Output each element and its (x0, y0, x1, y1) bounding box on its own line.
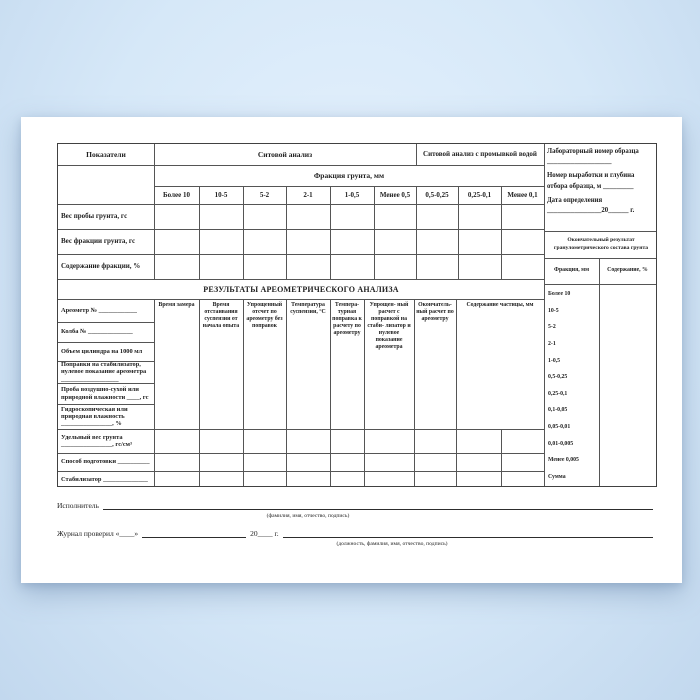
executor-caption: (фамилия, имя, отчество, подпись) (266, 513, 350, 519)
result-content-col-header: Содержание, % (607, 267, 648, 274)
size-col-header: 0,5-0,25 (425, 190, 449, 199)
final-result-header: Окончательный результат гранулометрического состава грунта (553, 237, 649, 251)
grid-line (286, 299, 287, 486)
fraction-item: 0,05-0,01 (548, 424, 571, 430)
checked-year: 20____ г. (250, 528, 279, 538)
result-fraction-col-header: Фракция, мм (553, 267, 590, 274)
sieve-analysis-header: Ситовой анализ (257, 149, 313, 159)
row-label-fraction-content: Содержание фракции, % (61, 262, 141, 271)
areo-col-final-calc: Окончатель- ный расчет по ареометру (416, 302, 454, 323)
size-col-header: 1-0,5 (344, 190, 360, 199)
executor-row (57, 500, 653, 510)
areo-label-stabilizer: Стабилизатор ______________ (61, 475, 148, 483)
size-col-header: Менее 0,1 (507, 190, 538, 199)
fraction-size-header: Фракция грунта, мм (313, 170, 385, 180)
fraction-item: Более 10 (548, 291, 571, 297)
sieve-washed-header: Ситовой анализ с промывкой водой (423, 150, 537, 159)
areo-col-temp-correction: Темпера- турная поправка к расчету по ареометру (332, 302, 362, 337)
size-col-header: Более 10 (163, 190, 190, 199)
executor-label: Исполнитель (57, 500, 99, 510)
lab-excavation-number: Номер выработки и глубина отбора образца, м _________ (547, 172, 635, 190)
areo-label-humidity: Гидроскопическая или природная влажность ________________, % (61, 405, 128, 428)
areometric-title: РЕЗУЛЬТАТЫ АРЕОМЕТРИЧЕСКОГО АНАЛИЗА (203, 284, 399, 294)
fraction-item: 5-2 (548, 324, 556, 331)
checked-label: Журнал проверил «____» (57, 528, 139, 538)
lab-info-panel (547, 147, 653, 229)
areo-label-flask: Колба № ______________ (61, 328, 133, 336)
areo-label-preparation: Способ подготовки __________ (61, 458, 150, 466)
fraction-item: 10-5 (548, 307, 559, 314)
areo-col-particle-content: Содержание частицы, мм (466, 302, 534, 308)
indicators-header: Показатели (86, 149, 126, 159)
areo-label-cylinder: Объем цилиндра на 1000 мл (61, 347, 143, 355)
size-col-header: 5-2 (259, 190, 270, 199)
areo-col-simple-reading: Упрощенный отсчет по ареометру без поправок (246, 302, 283, 330)
lab-determination-date: Дата определения ________________20______ г. (547, 196, 635, 214)
areo-label-sample: Проба воздушно-сухой или природной влажности ____, гс (61, 386, 149, 401)
result-fraction-list (548, 291, 598, 481)
grid-line (544, 284, 656, 285)
fraction-item: Менее 0,005 (548, 457, 579, 464)
size-col-header: 0,25-0,1 (467, 190, 492, 199)
areo-label-areometer: Ареометр № ____________ (61, 306, 138, 314)
size-col-header: 2-1 (303, 190, 313, 199)
grid-line (544, 144, 545, 486)
areo-col-settling-time: Время отстаивания суспензии от начала опыта (202, 302, 240, 330)
lab-sample-number: Лабораторный номер образца ___________________ (547, 148, 639, 166)
document-paper (21, 117, 682, 583)
fraction-item: 2-1 (548, 340, 556, 347)
signature-line (103, 500, 653, 510)
areo-label-unit-weight: Удельный вес грунта ________________, гс/см³ (61, 433, 132, 448)
fraction-item: Сумма (548, 473, 566, 480)
row-label-sample-weight: Вес пробы грунта, гс (61, 212, 128, 221)
signature-line (283, 528, 653, 538)
grid-line (501, 429, 502, 486)
grid-line (414, 299, 415, 486)
fraction-item: 0,25-0,1 (548, 390, 568, 397)
checked-row (57, 528, 653, 538)
areo-col-temperature: Температура суспензии, °С (290, 302, 326, 316)
grid-line (154, 299, 155, 486)
size-col-header: Менее 0,5 (379, 190, 411, 199)
size-col-header: 10-5 (214, 190, 228, 199)
areo-col-corrected-calc: Упрощен- ный расчет с поправкой на стаби- лизатор и нулевое показание ареометра (367, 302, 411, 351)
fraction-item: 0,01-0,005 (548, 440, 574, 447)
grid-line (599, 258, 600, 486)
row-label-fraction-weight: Вес фракции грунта, гс (61, 237, 136, 246)
date-line (142, 528, 246, 538)
fraction-item: 0,1-0,05 (548, 407, 568, 414)
grid-line (456, 299, 457, 486)
areo-col-measure-time: Время замера (158, 302, 195, 308)
fraction-item: 0,5-0,25 (548, 374, 568, 381)
form-table (57, 143, 657, 487)
checked-caption: (должность, фамилия, имя, отчество, подпись) (336, 541, 448, 547)
areo-label-corrections: Поправки на стабилизатор, нулевое показание ареометра __________________ (61, 361, 147, 383)
fraction-item: 1-0,5 (548, 357, 561, 364)
